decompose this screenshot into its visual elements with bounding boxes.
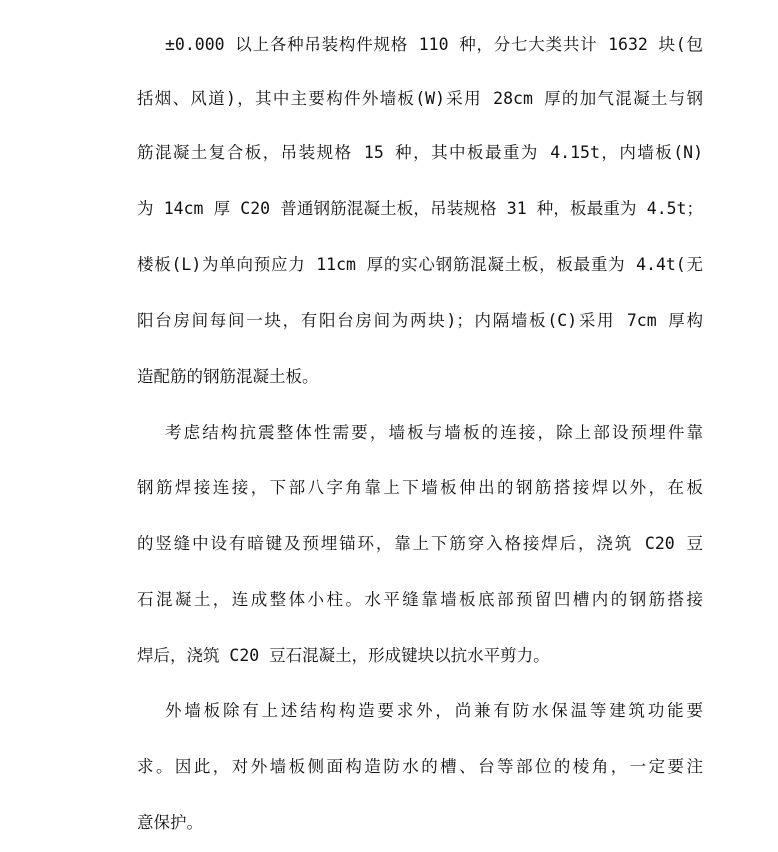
- paragraph-1-line-7: 造配筋的钢筋混凝土板。: [137, 367, 319, 386]
- paragraph-2-line-1: 考虑结构抗震整体性需要，墙板与墙板的连接，除上部设预埋件靠: [165, 423, 703, 442]
- paragraph-2-line-4: 石混凝土，连成整体小柱。水平缝靠墙板底部预留凹槽内的钢筋搭接: [137, 590, 703, 609]
- paragraph-2-line-2: 钢筋焊接连接，下部八字角靠上下墙板伸出的钢筋搭接焊以外，在板: [137, 478, 703, 497]
- paragraph-1-line-6: 阳台房间每间一块，有阳台房间为两块)；内隔墙板(C)采用 7cm 厚构: [137, 311, 703, 330]
- paragraph-1-line-3: 筋混凝土复合板，吊装规格 15 种，其中板最重为 4.15t，内墙板(N): [137, 143, 703, 162]
- paragraph-3-line-1: 外墙板除有上述结构构造要求外，尚兼有防水保温等建筑功能要: [165, 701, 703, 720]
- paragraph-2-line-3: 的竖缝中设有暗键及预埋锚环，靠上下筋穿入格接焊后，浇筑 C20 豆: [137, 534, 703, 553]
- paragraph-3-line-3: 意保护。: [137, 813, 203, 832]
- paragraph-1-line-5: 楼板(L)为单向预应力 11cm 厚的实心钢筋混凝土板，板最重为 4.4t(无: [137, 255, 703, 274]
- paragraph-1-line-4: 为 14cm 厚 C20 普通钢筋混凝土板，吊装规格 31 种，板最重为 4.5t；: [137, 199, 703, 218]
- paragraph-1-line-2: 括烟、风道)，其中主要构件外墙板(W)采用 28cm 厚的加气混凝土与钢: [137, 89, 703, 108]
- paragraph-3-line-2: 求。因此，对外墙板侧面构造防水的槽、台等部位的棱角，一定要注: [137, 757, 703, 776]
- paragraph-1-line-1: ±0.000 以上各种吊装构件规格 110 种，分七大类共计 1632 块(包: [165, 35, 703, 54]
- paragraph-2-line-5: 焊后，浇筑 C20 豆石混凝土，形成键块以抗水平剪力。: [137, 646, 550, 665]
